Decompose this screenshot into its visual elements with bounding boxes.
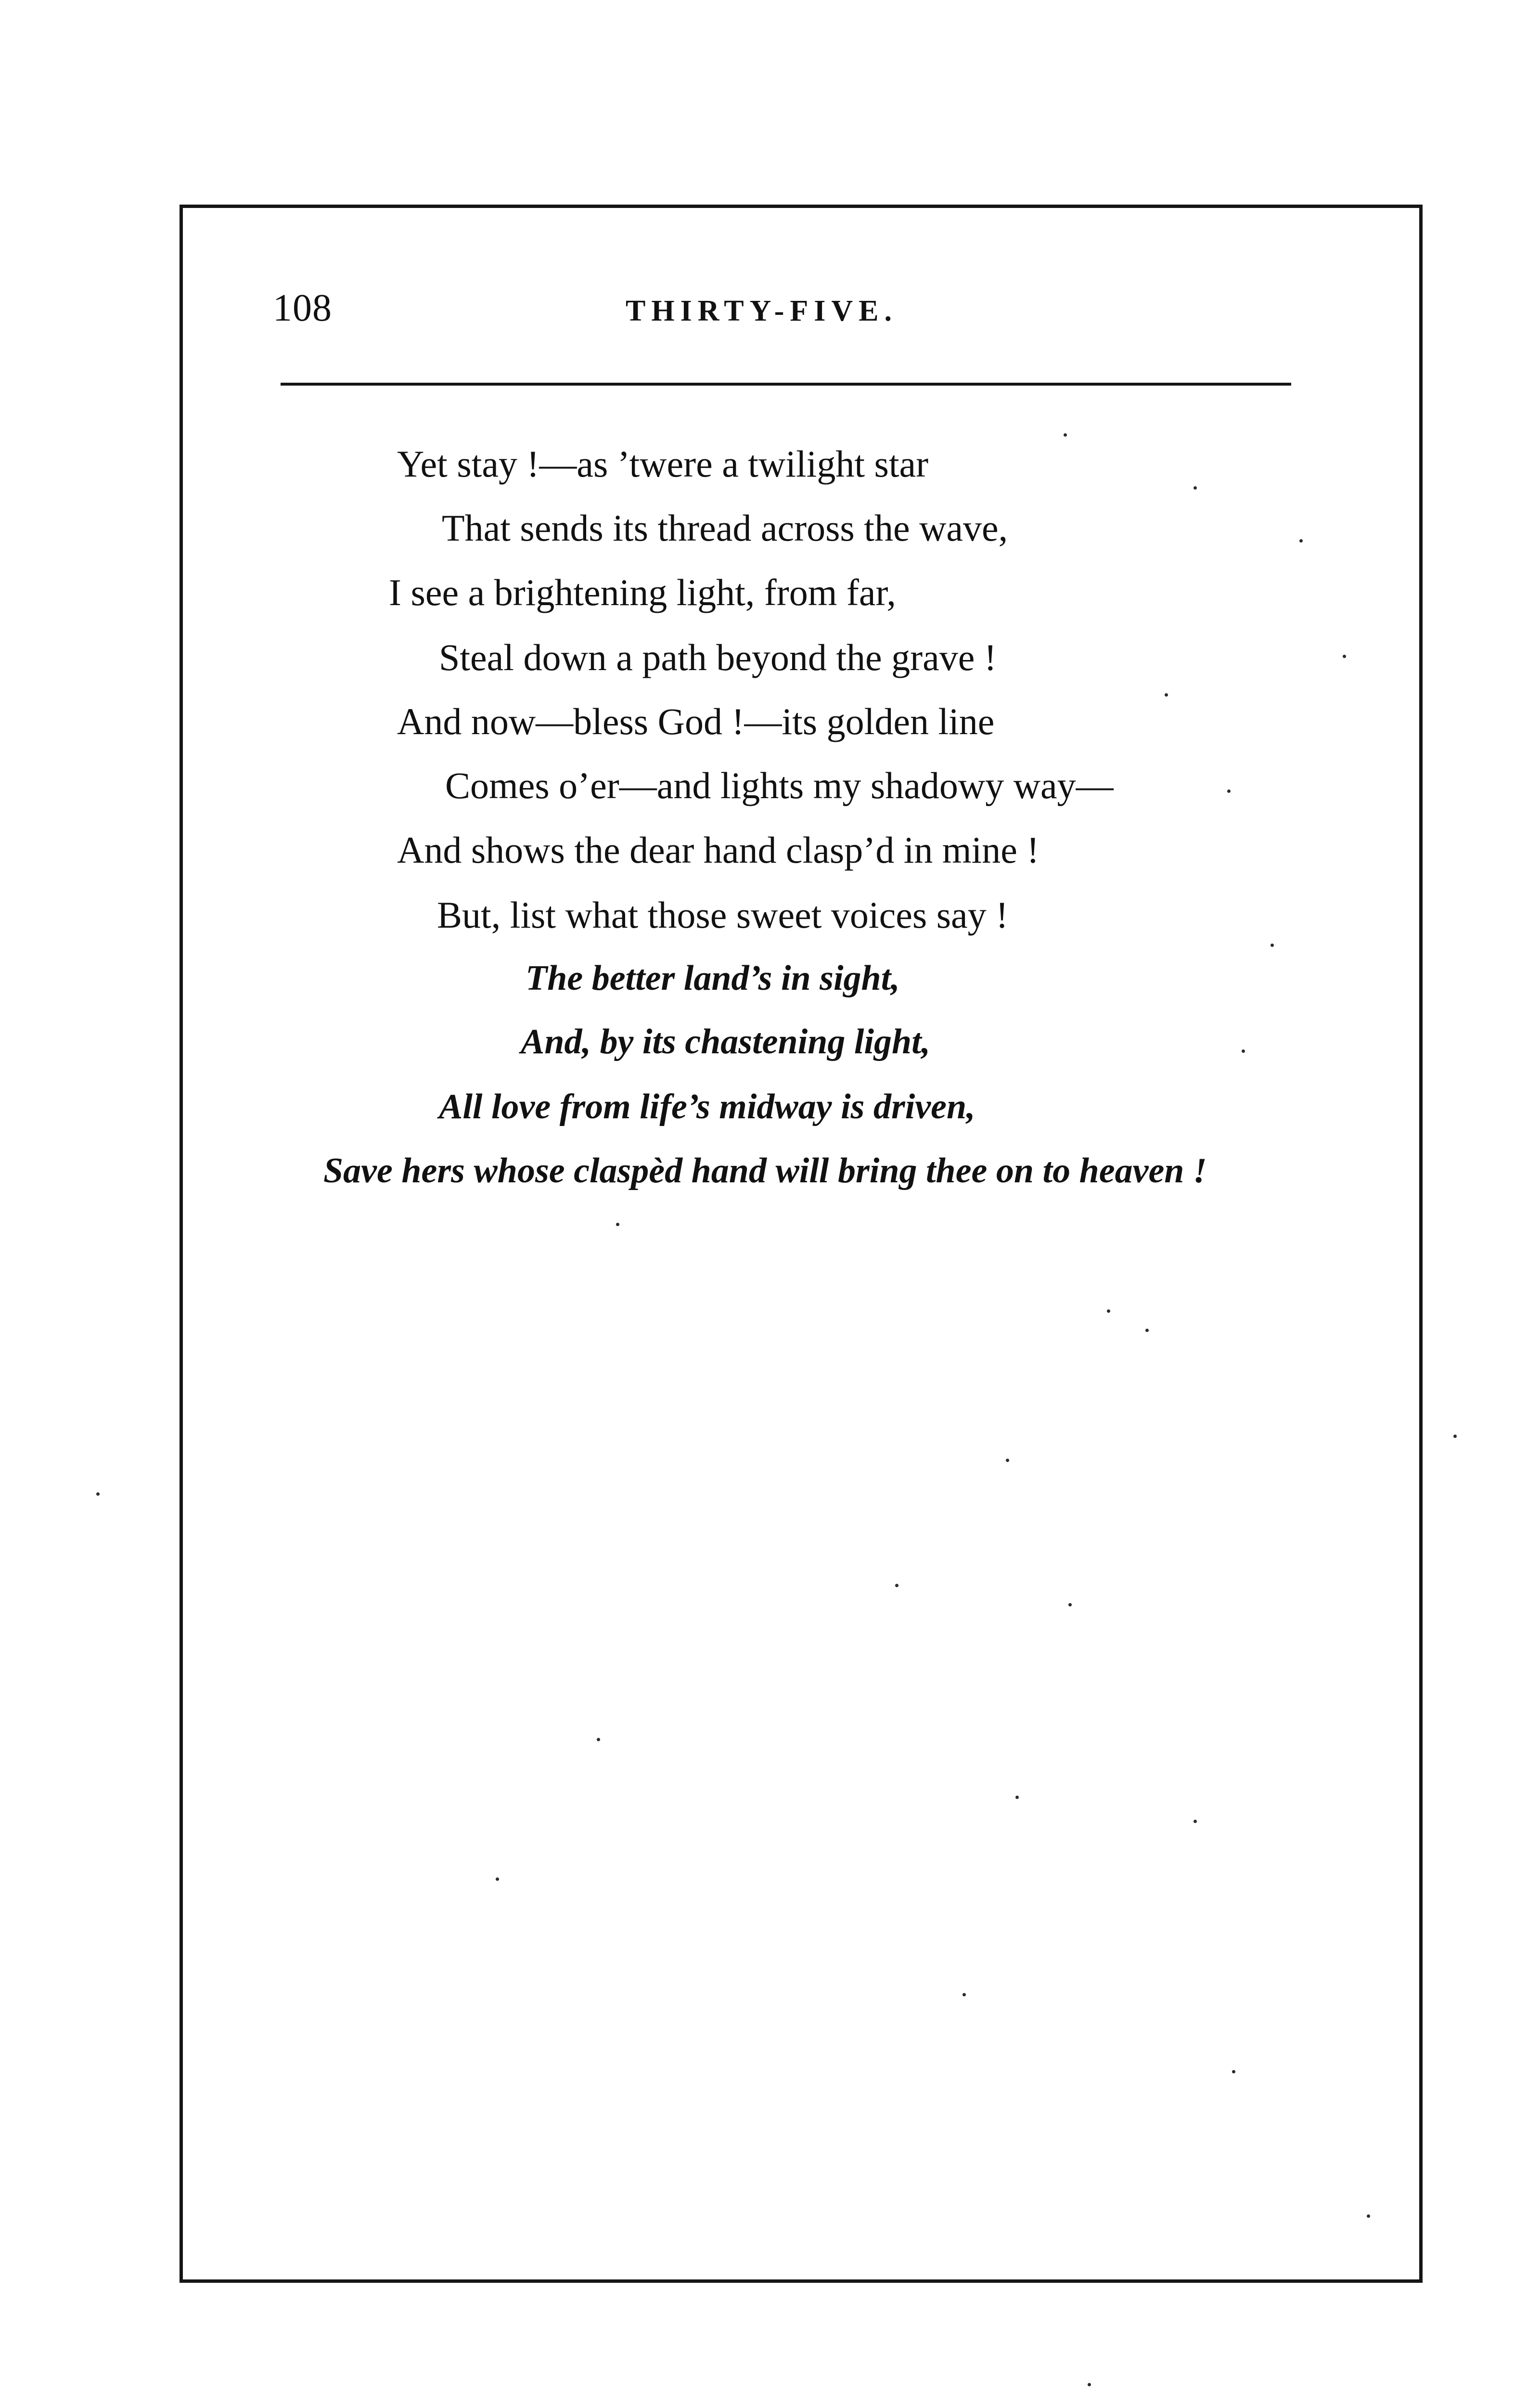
- poem-line: But, list what those sweet voices say !: [437, 894, 1009, 936]
- poem-line: And now—bless God !—its golden line: [397, 700, 995, 742]
- poem-line: And, by its chastening light,: [521, 1022, 931, 1061]
- running-head: THIRTY-FIVE.: [626, 295, 898, 327]
- poem-line: I see a brightening light, from far,: [389, 571, 896, 613]
- poem-line: Steal down a path beyond the grave !: [439, 636, 997, 678]
- poem-line: Comes o’er—and lights my shadowy way—: [445, 764, 1114, 806]
- poem-line: All love from life’s midway is driven,: [439, 1087, 975, 1126]
- poem-line: Yet stay !—as ’twere a twilight star: [397, 443, 929, 485]
- page-number: 108: [273, 287, 332, 329]
- poem-line: The better land’s in sight,: [526, 958, 900, 998]
- poem-line: Save hers whose claspèd hand will bring thee on to heaven !: [323, 1151, 1207, 1191]
- poem-line: And shows the dear hand clasp’d in mine !: [397, 829, 1040, 871]
- poem-line: That sends its thread across the wave,: [442, 507, 1008, 549]
